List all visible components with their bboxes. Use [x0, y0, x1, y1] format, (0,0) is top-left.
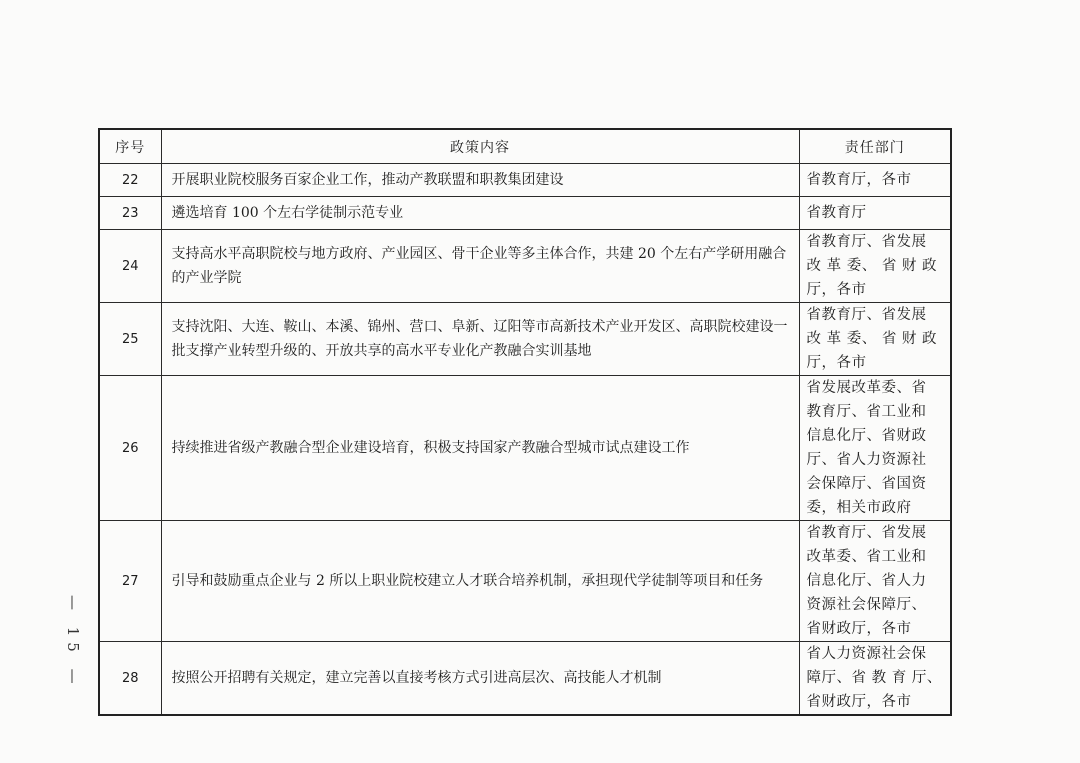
department-line: 省财政厅，各市	[806, 694, 912, 710]
table-row	[99, 197, 951, 230]
row-content: 持续推进省级产教融合型企业建设培育，积极支持国家产教融合型城市试点建设工作	[161, 376, 799, 521]
department-line: 信息化厅、省财政	[806, 428, 927, 444]
department-line: 资源社会保障厅、	[806, 597, 927, 613]
department-line: 厅，各市	[806, 355, 867, 371]
policy-table	[98, 128, 952, 716]
row-department	[799, 521, 951, 642]
department-line: 省教育厅、省发展	[806, 307, 927, 323]
table-row	[99, 376, 951, 521]
department-line: 信息化厅、省人力	[806, 573, 927, 589]
department-line: 改 革 委、 省 财 政	[806, 331, 938, 347]
page-number: — 15 —	[64, 595, 82, 690]
row-department	[799, 197, 951, 230]
row-content: 支持沈阳、大连、鞍山、本溪、锦州、营口、阜新、辽阳等市高新技术产业开发区、高职院校建设一批支撑产业转型升级的、开放共享的高水平专业化产教融合实训基地	[161, 303, 799, 376]
table-header-row	[99, 129, 951, 164]
department-line: 厅、省人力资源社	[806, 452, 927, 468]
row-number: 28	[99, 642, 161, 716]
table-row	[99, 230, 951, 303]
row-content: 开展职业院校服务百家企业工作，推动产教联盟和职教集团建设	[161, 164, 799, 197]
row-department	[799, 230, 951, 303]
row-number: 23	[99, 197, 161, 230]
department-line: 省教育厅、省发展	[806, 234, 927, 250]
row-content: 支持高水平高职院校与地方政府、产业园区、骨干企业等多主体合作，共建 20 个左右产学研用融合的产业学院	[161, 230, 799, 303]
row-content: 按照公开招聘有关规定，建立完善以直接考核方式引进高层次、高技能人才机制	[161, 642, 799, 716]
department-line: 省教育厅，各市	[806, 172, 912, 188]
table-row	[99, 164, 951, 197]
row-department	[799, 376, 951, 521]
table-row	[99, 521, 951, 642]
department-line: 会保障厅、省国资	[806, 476, 927, 492]
department-line: 改革委、省工业和	[806, 549, 927, 565]
row-content: 遴选培育 100 个左右学徒制示范专业	[161, 197, 799, 230]
row-department	[799, 642, 951, 716]
department-line: 教育厅、省工业和	[806, 404, 927, 420]
department-line: 省教育厅、省发展	[806, 525, 927, 541]
department-line: 省发展改革委、省	[806, 380, 927, 396]
header-num: 序号	[99, 129, 161, 164]
department-line: 改 革 委、 省 财 政	[806, 258, 938, 274]
row-department	[799, 303, 951, 376]
row-number: 24	[99, 230, 161, 303]
table-row	[99, 303, 951, 376]
department-line: 省财政厅，各市	[806, 621, 912, 637]
row-number: 25	[99, 303, 161, 376]
department-line: 委，相关市政府	[806, 500, 912, 516]
row-number: 26	[99, 376, 161, 521]
department-line: 厅，各市	[806, 282, 867, 298]
table-row	[99, 642, 951, 716]
department-line: 省人力资源社会保	[806, 646, 927, 662]
row-department	[799, 164, 951, 197]
header-dept: 责任部门	[799, 129, 951, 164]
row-content: 引导和鼓励重点企业与 2 所以上职业院校建立人才联合培养机制，承担现代学徒制等项目和任务	[161, 521, 799, 642]
row-number: 27	[99, 521, 161, 642]
department-line: 省教育厅	[806, 205, 867, 221]
department-line: 障厅、省 教 育 厅、	[806, 670, 942, 686]
row-number: 22	[99, 164, 161, 197]
header-content: 政策内容	[161, 129, 799, 164]
